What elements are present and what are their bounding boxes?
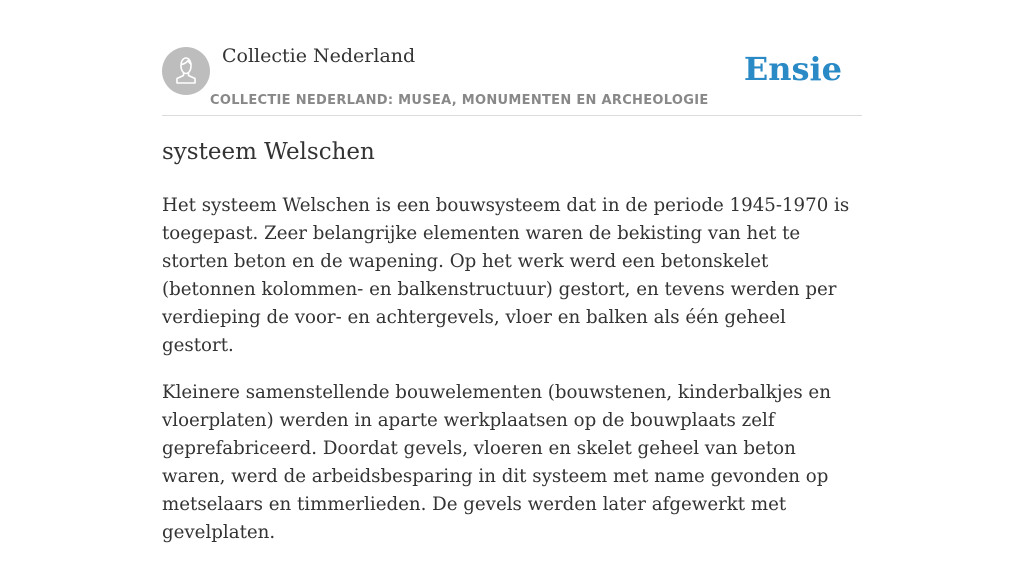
article-paragraph: Kleinere samenstellende bouwelementen (bouwstenen, kinderbalkjes en vloerplaten) werden in aparte werkplaatsen op de bouwplaats zelf geprefabriceerd. Doordat gevels, vloeren en skelet geheel van beton waren, werd de arbeidsbesparing in dit systeem met name gevonden op metselaars en timmerlieden. De gevels werden later afgewerkt met gevelplaten.: [162, 382, 831, 543]
ensie-logo[interactable]: Ensie: [743, 50, 842, 88]
source-name[interactable]: Collectie Nederland: [222, 45, 416, 67]
article-body: [162, 192, 862, 566]
article-title: systeem Welschen: [162, 139, 375, 165]
user-icon: [162, 47, 210, 95]
article-paragraph: Het systeem Welschen is een bouwsysteem dat in de periode 1945-1970 is toegepast. Zeer belangrijke elementen waren de bekisting van het te storten beton en de wapening. Op het werk werd een betonskelet (betonnen kolommen- en balkenstructuur) gestort, en tevens werden per verdieping de voor- en achtergevels, vloer en balken als één geheel gestort.: [162, 195, 850, 356]
source-header: [162, 44, 862, 116]
source-description: COLLECTIE NEDERLAND: MUSEA, MONUMENTEN EN ARCHEOLOGIE: [210, 93, 709, 108]
source-avatar[interactable]: [162, 47, 210, 95]
